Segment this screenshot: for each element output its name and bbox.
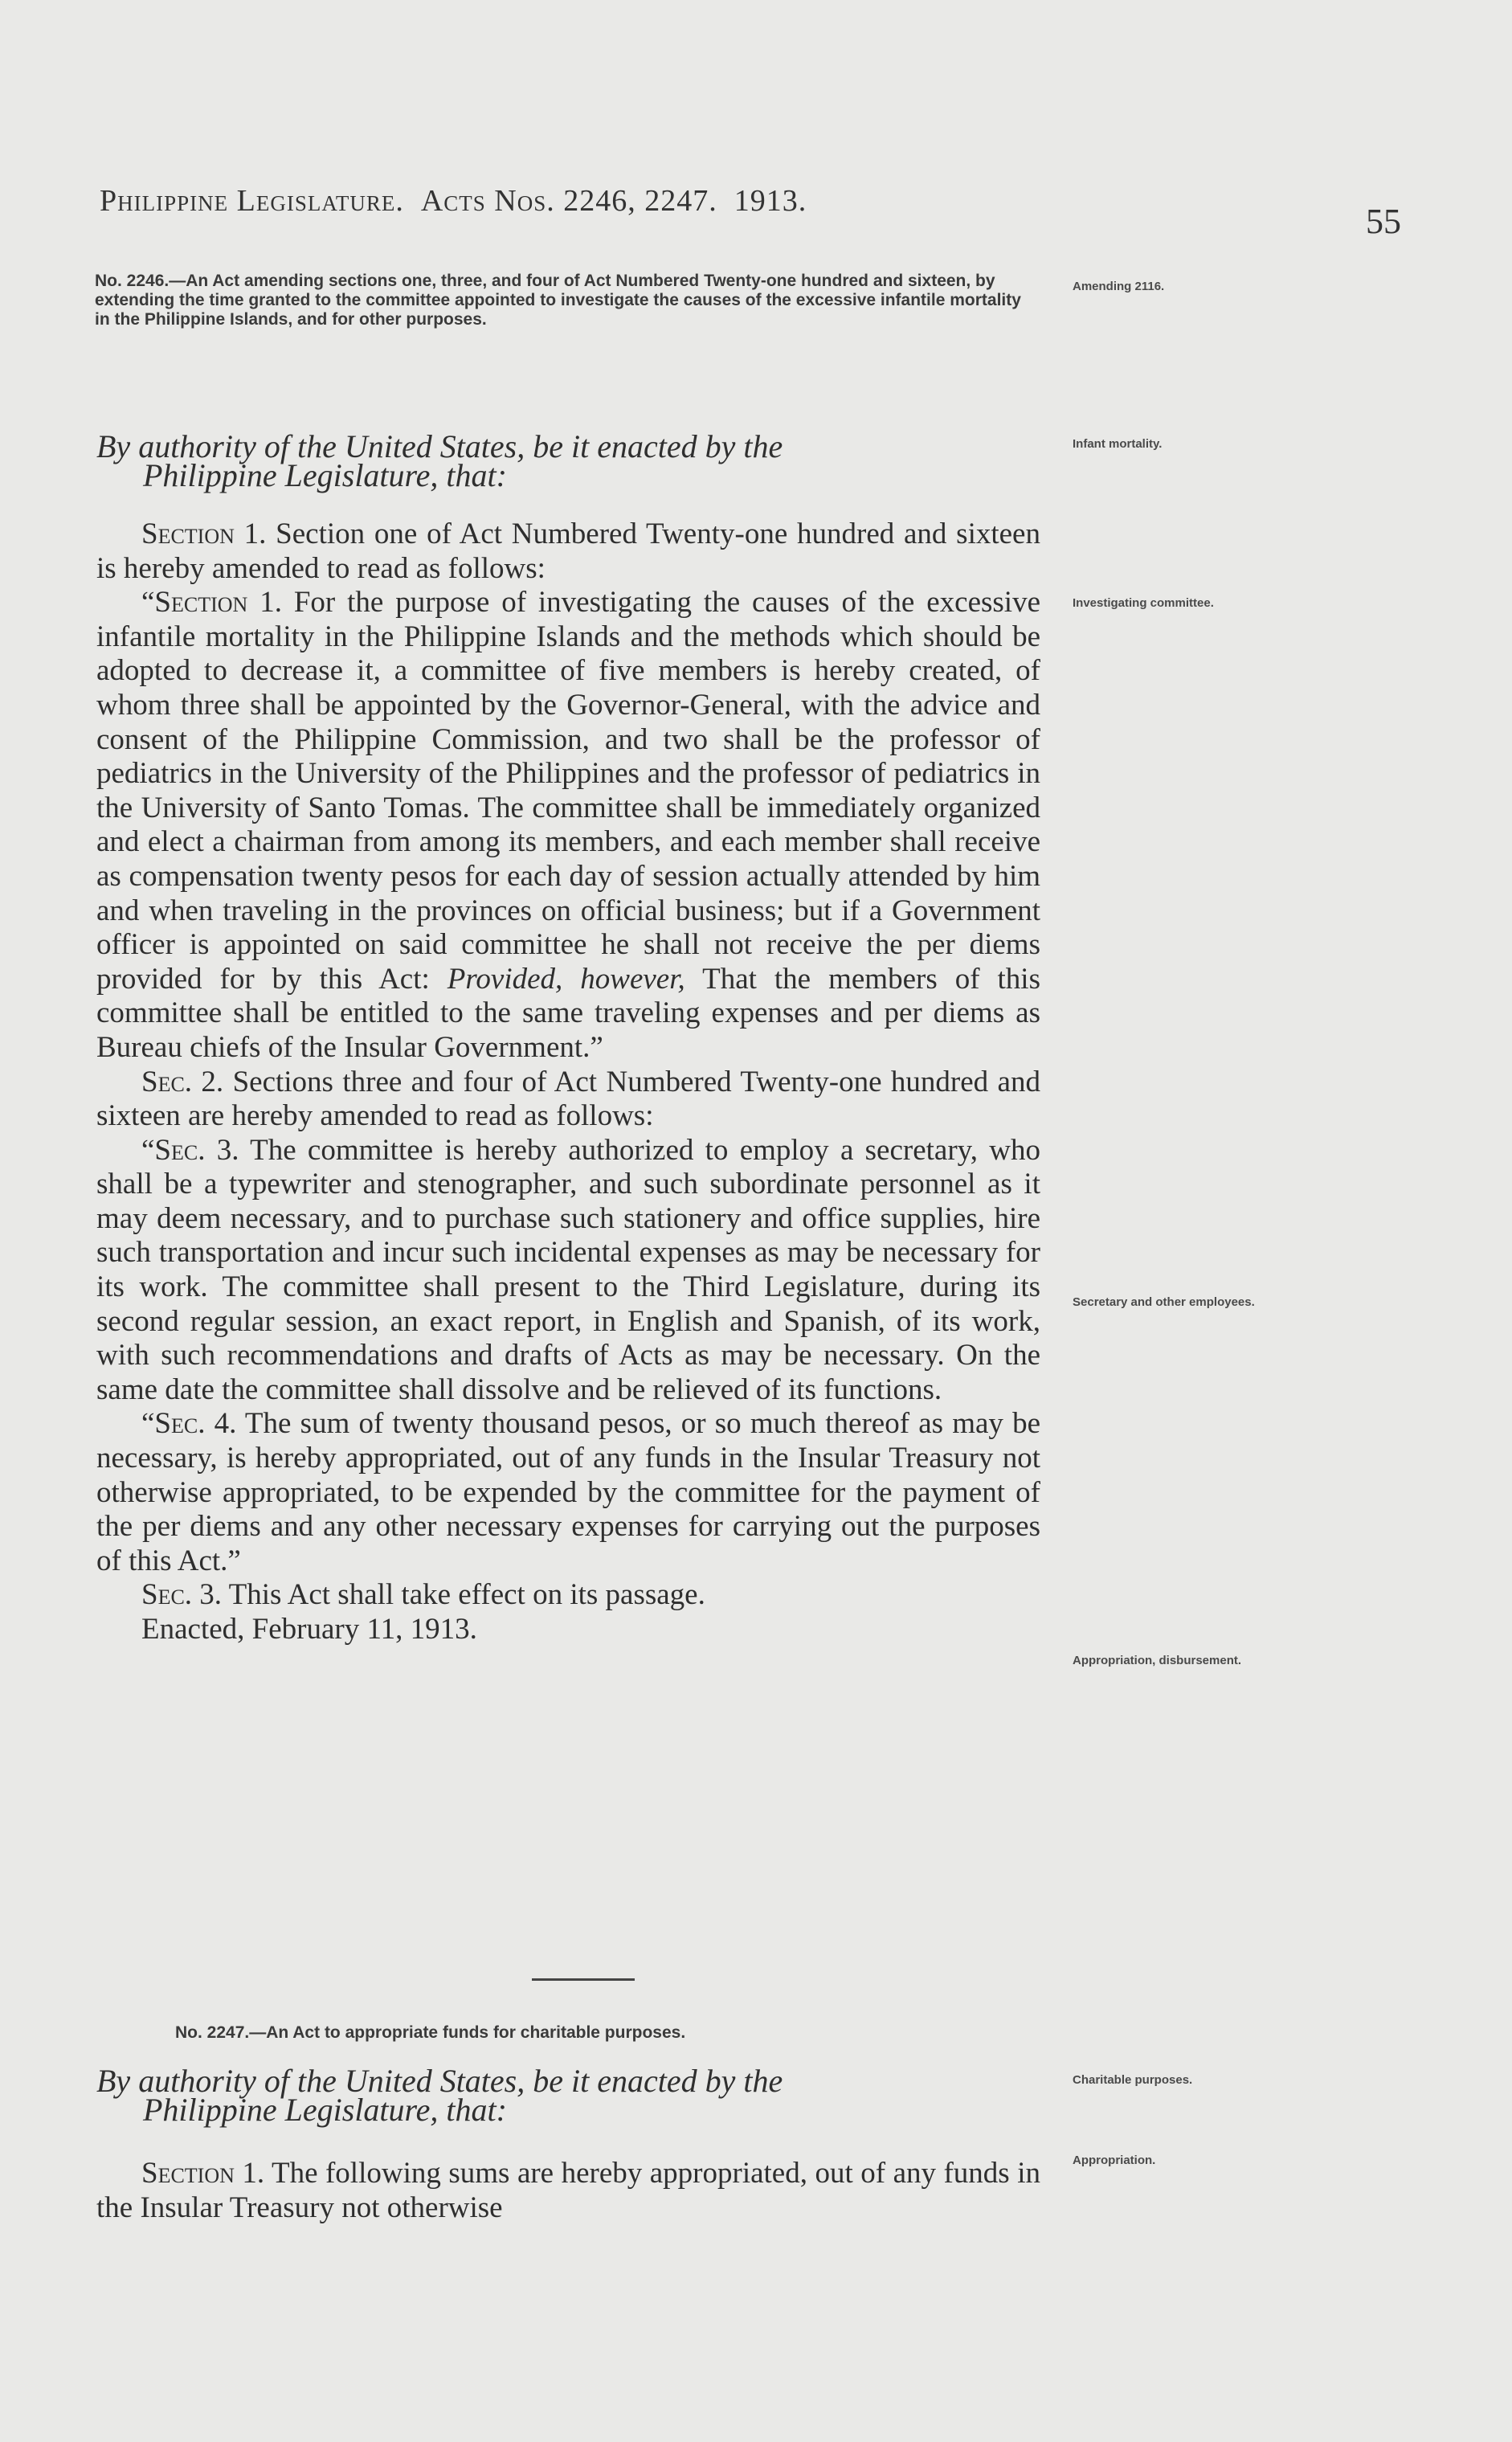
- paragraph-text: Sections three and four of Act Numbered Twenty-one hundred and sixteen are hereby amended to read as follows:: [96, 1065, 1040, 1133]
- section-label: “Section 1.: [141, 586, 282, 620]
- effectivity-paragraph: [96, 1578, 1040, 1613]
- section-2-paragraph: [96, 1066, 1040, 1134]
- paragraph-text: The committee is hereby authorized to employ a secretary, who shall be a typewriter and stenographer, and such subordinate personnel as it may deem necessary, and to purchase such stationery and office supplies, hire such transportation and incur such incidental expenses as may be necessary for its work. The committee shall present to the Third Legislature, during its second regular session, an exact report, in English and Spanish, of its work, with such recommendations and drafts of Acts as may be necessary. On the same date the committee shall dissolve and be relieved of its functions.: [96, 1133, 1040, 1406]
- act-2247-heading: [175, 2023, 1111, 2043]
- margin-note-amending: Amending 2116.: [1073, 280, 1165, 293]
- running-head-year: 1913.: [734, 184, 807, 218]
- margin-note-appropriation: Appropriation.: [1073, 2154, 1156, 2167]
- section-divider: [532, 1978, 635, 1981]
- act-2247-enacting-clause: [96, 2063, 1028, 2128]
- paragraph-text: That the members of this committee shall be entitled to the same traveling expenses and per diems as Bureau chiefs of the Insular Government.”: [96, 962, 1040, 1064]
- running-head: [100, 183, 807, 219]
- section-label: Section 1.: [141, 517, 267, 550]
- margin-note-secretary: Secretary and other employees.: [1073, 1295, 1255, 1309]
- act-2246-number: No. 2246.: [95, 272, 170, 290]
- act-2246-title: —An Act amending sections one, three, and four of Act Numbered Twenty-one hundred and sixteen, by extending the time granted to the committee appointed to investigate the causes of the excessive infantile mortality in the Philippine Islands, and for other purposes.: [95, 272, 1021, 329]
- enacting-line-1: By authority of the United States, be it enacted by the: [96, 2063, 783, 2099]
- act-2247-title: —An Act to appropriate funds for charitable purposes.: [249, 2023, 686, 2042]
- section-1-intro-paragraph: [96, 517, 1040, 586]
- act-2247-body: [96, 2157, 1040, 2225]
- section-label: “Sec. 4.: [141, 1407, 237, 1441]
- proviso-italic: Provided, however,: [447, 962, 685, 996]
- running-head-left: Philippine Legislature.: [100, 184, 404, 218]
- enacted-date: Enacted, February 11, 1913.: [141, 1613, 477, 1646]
- section-1-quoted-paragraph: [96, 586, 1040, 1065]
- section-3-quoted-paragraph: [96, 1134, 1040, 1408]
- paragraph-text: For the purpose of investigating the causes of the excessive infantile mortality in the Philippine Islands and the methods which should be adopted to decrease it, a committee of five members is hereby created, of whom three shall be appointed by the Governor-General, with the advice and consent of the Philippine Commission, and two shall be the professor of pediatrics in the University of the Philippines and the professor of pediatrics in the University of Santo Tomas. The committee shall be immediately organized and elect a chairman from among its members, and each member shall receive as compensation twenty pesos for each day of session actually attended by him and when traveling in the provinces on official business; but if a Government officer is appointed on said committee he shall not receive the per diems provided for by this Act:: [96, 586, 1040, 996]
- margin-note-infant-mortality: Infant mortality.: [1073, 437, 1163, 451]
- enacting-line-2: Philippine Legislature, that:: [143, 2092, 507, 2128]
- paragraph-text: The following sums are hereby appropriated, out of any funds in the Insular Treasury not otherwise: [96, 2157, 1040, 2224]
- page-number: 55: [1366, 202, 1401, 241]
- act-2246-body: [96, 517, 1040, 1647]
- act-2246-heading: [95, 272, 1031, 329]
- enacting-line-1: By authority of the United States, be it enacted by the: [96, 428, 783, 464]
- paragraph-text: The sum of twenty thousand pesos, or so much thereof as may be necessary, is hereby appropriated, out of any funds in the Insular Treasury not otherwise appropriated, to be expended by the committee for the payment of the per diems and any other necessary expenses for carrying out the purposes of this Act.”: [96, 1407, 1040, 1577]
- margin-note-appropriation-disbursement: Appropriation, disbursement.: [1073, 1654, 1242, 1667]
- act-2247-number: No. 2247.: [175, 2023, 250, 2042]
- paragraph-text: This Act shall take effect on its passage.: [222, 1578, 705, 1612]
- running-head-center: Acts Nos. 2246, 2247.: [420, 184, 717, 218]
- section-4-quoted-paragraph: [96, 1407, 1040, 1578]
- margin-note-charitable: Charitable purposes.: [1073, 2073, 1193, 2087]
- section-label: Sec. 3.: [141, 1578, 223, 1612]
- enacting-line-2: Philippine Legislature, that:: [143, 457, 507, 493]
- section-label: Section 1.: [141, 2157, 265, 2190]
- section-label: “Sec. 3.: [141, 1133, 239, 1167]
- paragraph-text: Section one of Act Numbered Twenty-one hundred and sixteen is hereby amended to read as follows:: [96, 517, 1040, 585]
- act-2246-enacting-clause: [96, 428, 1028, 493]
- section-1-paragraph: [96, 2157, 1040, 2225]
- section-label: Sec. 2.: [141, 1065, 224, 1098]
- margin-note-investigating-committee: Investigating committee.: [1073, 596, 1214, 610]
